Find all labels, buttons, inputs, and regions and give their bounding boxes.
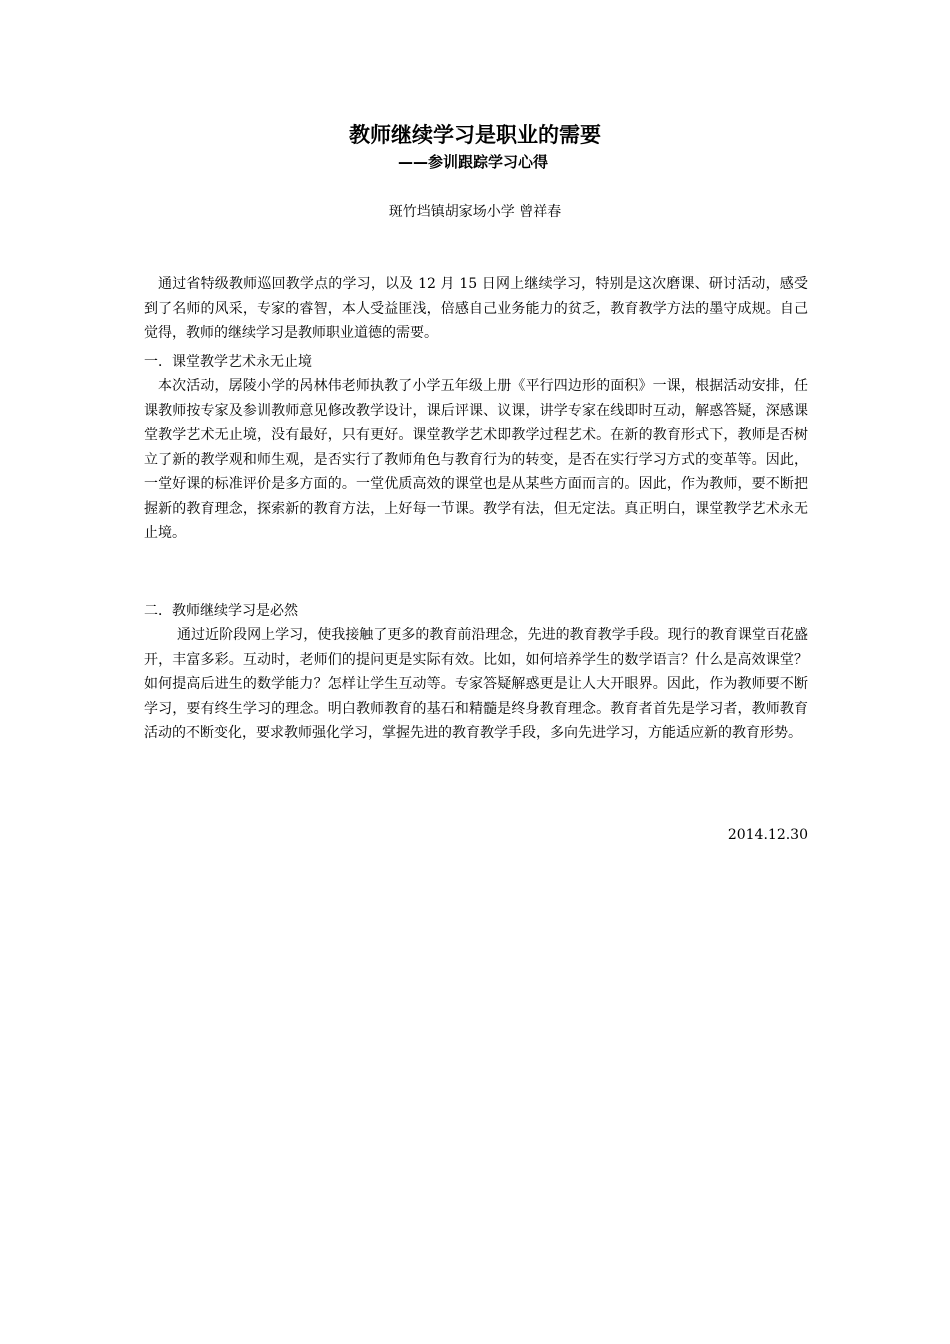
section-1-heading: 一．课堂教学艺术永无止境 xyxy=(144,354,312,370)
document-subtitle: ——参训跟踪学习心得 xyxy=(398,153,549,171)
intro-paragraph: 通过省特级教师巡回教学点的学习，以及 12 月 15 日网上继续学习，特别是这次磨课、研讨活动，感受到了名师的风采，专家的睿智，本人受益匪浅，倍感自己业务能力的贫乏，教育教学方法的墨守成规。自己觉得，教师的继续学习是教师职业道德的需要。 xyxy=(144,276,808,341)
section-2-paragraph: 通过近阶段网上学习，使我接触了更多的教育前沿理念，先进的教育教学手段。现行的教育课堂百花盛开，丰富多彩。互动时，老师们的提问更是实际有效。比如，如何培养学生的数学语言？什么是高效课堂？如何提高后进生的数学能力？怎样让学生互动等。专家答疑解惑更是让人大开眼界。因此，作为教师要不断学习，要有终生学习的理念。明白教师教育的基石和精髓是终身教育理念。教育者首先是学习者，教师教育活动的不断变化，要求教师强化学习，掌握先进的教育教学手段，多向先进学习，方能适应新的教育形势。 xyxy=(144,627,808,741)
section-1-paragraph: 本次活动，孱陵小学的呙林伟老师执教了小学五年级上册《平行四边形的面积》一课，根据活动安排，任课教师按专家及参训教师意见修改教学设计，课后评课、议课，讲学专家在线即时互动，解惑答疑，深感课堂教学艺术无止境，没有最好，只有更好。课堂教学艺术即教学过程艺术。在新的教育形式下，教师是否树立了新的教学观和师生观，是否实行了教师角色与教育行为的转变，是否在实行学习方式的变革等。因此，一堂好课的标准评价是多方面的。一堂优质高效的课堂也是从某些方面而言的。因此，作为教师，要不断把握新的教育理念，探索新的教育方法，上好每一节课。教学有法，但无定法。真正明白，课堂教学艺术永无止境。 xyxy=(144,378,808,541)
author-line: 斑竹垱镇胡家场小学 曾祥春 xyxy=(388,204,562,220)
document-title: 教师继续学习是职业的需要 xyxy=(349,123,601,147)
document-date: 2014.12.30 xyxy=(727,827,808,843)
section-2-heading: 二．教师继续学习是必然 xyxy=(144,603,298,619)
